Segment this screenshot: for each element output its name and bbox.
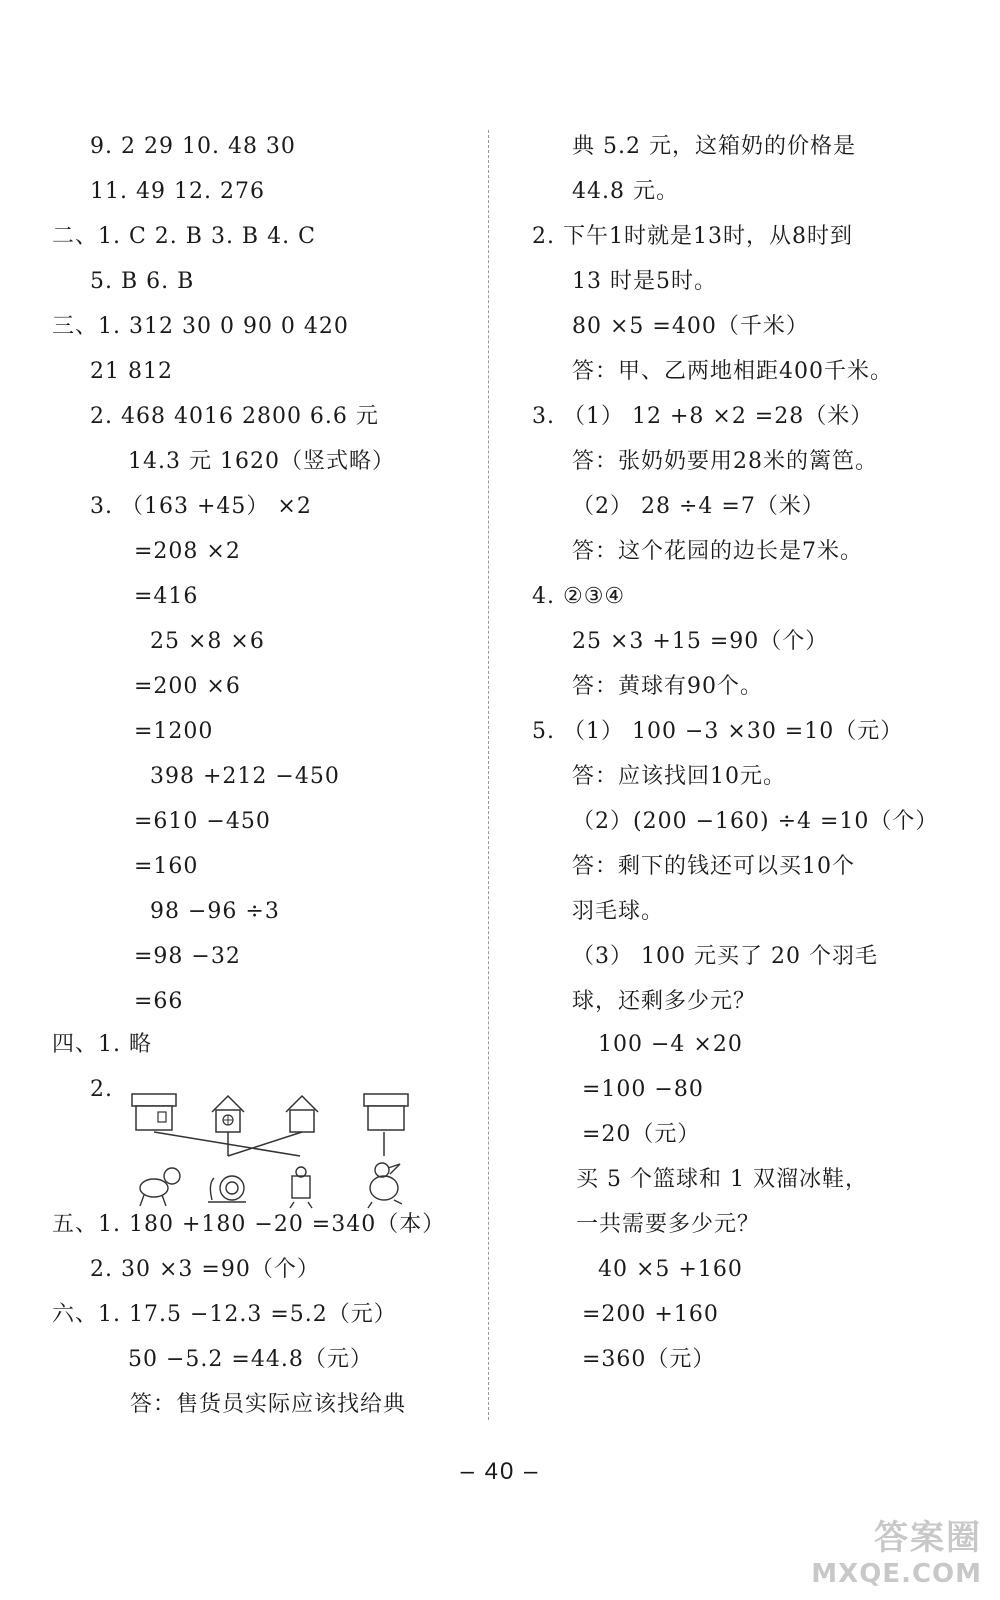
right-column-line: =100 −80	[582, 1077, 704, 1102]
left-column-line: =66	[134, 989, 184, 1014]
left-column-line: 3. （163 +45） ×2	[90, 494, 312, 519]
right-column-line: 3. （1） 12 +8 ×2 =28（米）	[532, 404, 874, 429]
left-column-line: 五、1. 180 +180 −20 =340（本）	[52, 1212, 446, 1237]
left-column-line: 50 −5.2 =44.8（元）	[128, 1347, 373, 1372]
right-column-line: 买 5 个篮球和 1 双溜冰鞋，	[576, 1167, 868, 1192]
left-column-line: 5. B 6. B	[90, 269, 195, 294]
right-column-line: 4. ②③④	[532, 584, 626, 609]
watermark-top: 答案圈	[874, 1518, 982, 1558]
left-column-line: =416	[134, 584, 199, 609]
right-column-line: （3） 100 元买了 20 个羽毛	[572, 944, 878, 969]
left-column-line: 二、1. C 2. B 3. B 4. C	[52, 224, 316, 249]
left-column-line: 98 −96 ÷3	[150, 899, 280, 924]
right-column-line: 典 5.2 元，这箱奶的价格是	[572, 134, 856, 159]
right-column-line: 答：这个花园的边长是7米。	[572, 539, 863, 564]
left-column-line: =208 ×2	[134, 539, 241, 564]
bird-icon	[368, 1163, 402, 1208]
page-number: – 40 –	[460, 1458, 540, 1485]
right-column-line: （2） 28 ÷4 =7（米）	[572, 494, 825, 519]
house-flat-roof-1-icon	[132, 1094, 176, 1130]
bug-in-box-icon	[290, 1167, 312, 1208]
right-column-line: 答：甲、乙两地相距400千米。	[572, 359, 893, 384]
house-round-window-icon	[212, 1096, 244, 1132]
right-column-line: =20（元）	[582, 1122, 701, 1147]
left-column-line: 2. 468 4016 2800 6.6 元	[90, 404, 379, 429]
right-column-line: 44.8 元。	[572, 179, 679, 204]
left-column-line: 2.	[90, 1077, 113, 1102]
left-column-line: =610 −450	[134, 809, 271, 834]
left-column-line: 21 812	[90, 359, 173, 384]
left-column-line: 11. 49 12. 276	[90, 179, 265, 204]
house-flat-roof-2-icon	[364, 1094, 408, 1130]
matching-diagram	[128, 1092, 428, 1212]
left-column-line: =1200	[134, 719, 214, 744]
right-column-line: 2. 下午1时就是13时，从8时到	[532, 224, 853, 249]
dog-icon	[140, 1168, 180, 1206]
right-column-line: 羽毛球。	[572, 899, 665, 924]
matching-lines	[154, 1132, 384, 1156]
left-column-line: 9. 2 29 10. 48 30	[90, 134, 296, 159]
column-divider	[488, 130, 489, 1420]
right-column-line: 答：黄球有90个。	[572, 674, 763, 699]
right-column-line: 100 −4 ×20	[598, 1032, 743, 1057]
right-column-line: 答：剩下的钱还可以买10个	[572, 854, 855, 879]
right-column-line: 答：张奶奶要用28米的篱笆。	[572, 449, 878, 474]
left-column-line: =98 −32	[134, 944, 241, 969]
left-column-line: 六、1. 17.5 −12.3 =5.2（元）	[52, 1302, 397, 1327]
house-peaked-roof-icon	[286, 1096, 318, 1132]
right-column-line: 5. （1） 100 −3 ×30 =10（元）	[532, 719, 904, 744]
left-column-line: 14.3 元 1620（竖式略）	[128, 449, 395, 474]
watermark-logo	[802, 1510, 982, 1590]
left-column-line: 四、1. 略	[52, 1032, 152, 1057]
right-column-line: =360（元）	[582, 1347, 716, 1372]
right-column-line: 40 ×5 +160	[598, 1257, 743, 1282]
left-column-line: =200 ×6	[134, 674, 241, 699]
right-column-line: 球，还剩多少元？	[572, 989, 757, 1014]
right-column-line: 答：应该找回10元。	[572, 764, 786, 789]
left-column-line: 25 ×8 ×6	[150, 629, 265, 654]
right-column-line: 13 时是5时。	[572, 269, 717, 294]
right-column-line: 一共需要多少元？	[576, 1212, 761, 1237]
right-column-line: 80 ×5 =400（千米）	[572, 314, 809, 339]
left-column-line: 答：售货员实际应该找给典	[130, 1392, 407, 1417]
left-column-line: =160	[134, 854, 199, 879]
snail-icon	[208, 1176, 246, 1202]
left-column-line: 398 +212 −450	[150, 764, 340, 789]
watermark-bottom: MXQE.COM	[811, 1559, 982, 1589]
left-column-line: 三、1. 312 30 0 90 0 420	[52, 314, 349, 339]
right-column-line: =200 +160	[582, 1302, 719, 1327]
left-column-line: 2. 30 ×3 =90（个）	[90, 1257, 320, 1282]
right-column-line: 25 ×3 +15 =90（个）	[572, 629, 829, 654]
right-column-line: （2）(200 −160) ÷4 =10（个）	[572, 809, 939, 834]
